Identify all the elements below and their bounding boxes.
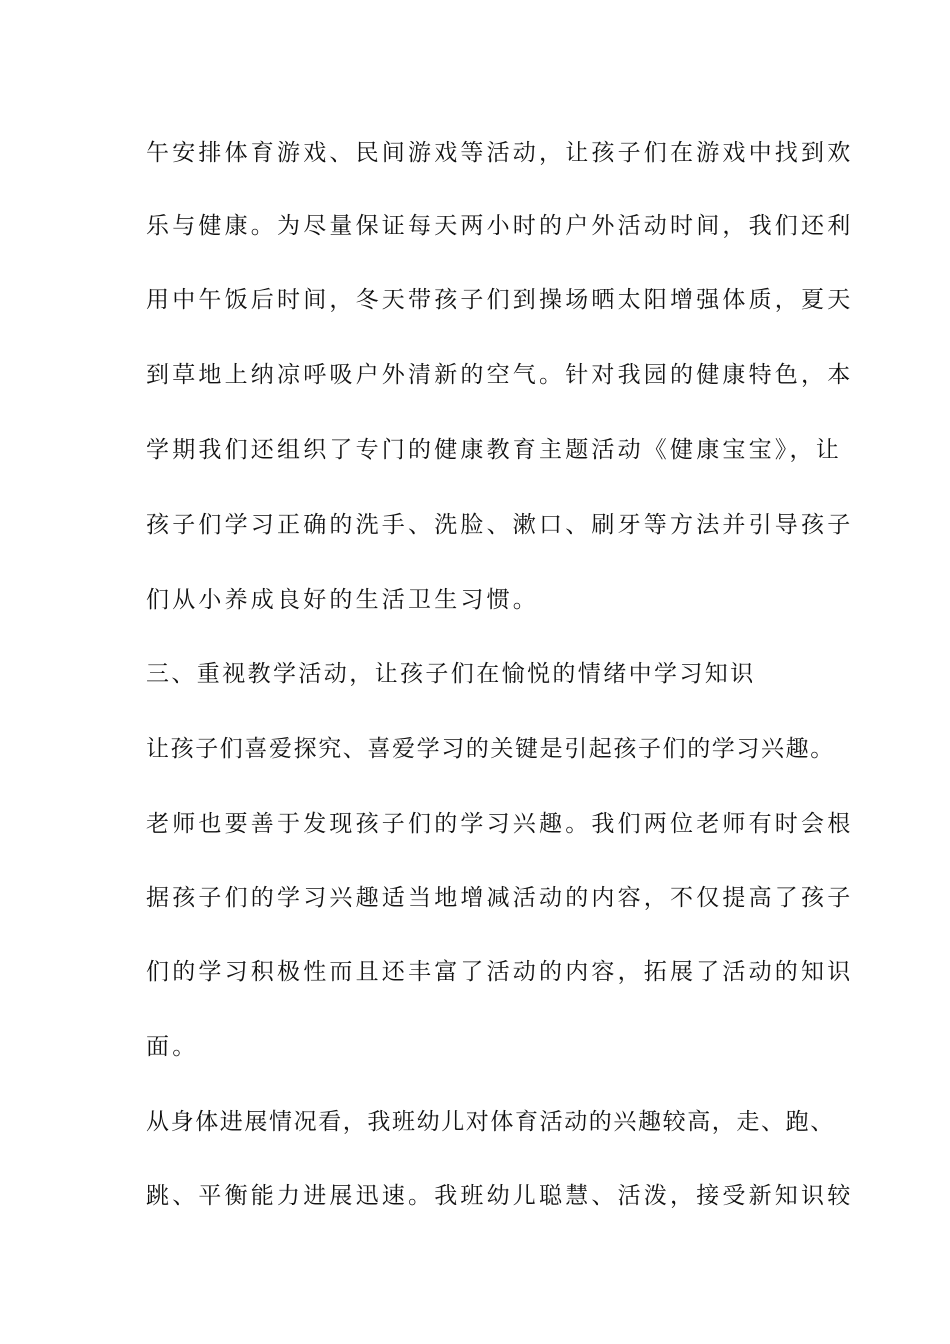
text-line: 到草地上纳凉呼吸户外清新的空气。针对我园的健康特色，本 xyxy=(146,362,854,388)
text-line: 跳、平衡能力进展迅速。我班幼儿聪慧、活泼，接受新知识较 xyxy=(146,1183,854,1209)
text-line: 让孩子们喜爱探究、喜爱学习的关键是引起孩子们的学习兴趣。 xyxy=(146,736,835,762)
section-heading: 三、重视教学活动，让孩子们在愉悦的情绪中学习知识 xyxy=(146,661,756,687)
text-line: 从身体进展情况看，我班幼儿对体育活动的兴趣较高，走、跑、 xyxy=(146,1109,835,1135)
text-line: 午安排体育游戏、民间游戏等活动，让孩子们在游戏中找到欢 xyxy=(146,140,854,166)
text-line: 用中午饭后时间，冬天带孩子们到操场晒太阳增强体质，夏天 xyxy=(146,287,854,313)
text-line: 孩子们学习正确的洗手、洗脸、漱口、刷牙等方法并引导孩子 xyxy=(146,512,854,538)
text-line: 们的学习积极性而且还丰富了活动的内容，拓展了活动的知识 xyxy=(146,959,854,985)
text-line: 们从小养成良好的生活卫生习惯。 xyxy=(146,587,539,613)
text-line: 学期我们还组织了专门的健康教育主题活动《健康宝宝》，让 xyxy=(146,437,842,463)
text-line: 老师也要善于发现孩子们的学习兴趣。我们两位老师有时会根 xyxy=(146,811,854,837)
text-line: 据孩子们的学习兴趣适当地增减活动的内容，不仅提高了孩子 xyxy=(146,885,854,911)
text-line: 面。 xyxy=(146,1034,199,1060)
text-line: 乐与健康。为尽量保证每天两小时的户外活动时间，我们还利 xyxy=(146,213,854,239)
